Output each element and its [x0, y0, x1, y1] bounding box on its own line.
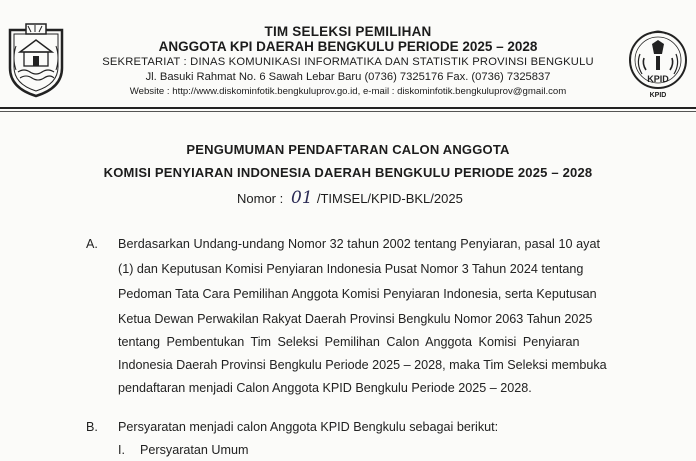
section-b-sub-marker: I.	[118, 443, 125, 457]
kpid-logo-label: KPID	[647, 74, 669, 84]
kpid-logo-bottom-label: KPID	[649, 92, 667, 99]
letterhead-line-2: ANGGOTA KPI DAERAH BENGKULU PERIODE 2025 – 2028	[158, 39, 538, 54]
section-b-text: Persyaratan menjadi calon Anggota KPID Bengkulu sebagai berikut:	[118, 420, 499, 434]
section-b-sub-text: Persyaratan Umum	[140, 443, 249, 457]
nomor-suffix: /TIMSEL/KPID-BKL/2025	[316, 191, 463, 206]
letterhead-line-4: Jl. Basuki Rahmat No. 6 Sawah Lebar Baru (0736) 7325176 Fax. (0736) 7325837	[145, 71, 551, 83]
bengkulu-emblem-icon	[4, 22, 68, 98]
title-line-1: PENGUMUMAN PENDAFTARAN CALON ANGGOTA	[186, 142, 510, 157]
section-a-line-1: Berdasarkan Undang-undang Nomor 32 tahun 2002 tentang Penyiaran, pasal 10 ayat	[118, 237, 601, 251]
kpid-logo-icon	[626, 20, 690, 100]
letterhead-line-5: Website : http://www.diskominfotik.bengkuluprov.go.id, e-mail : diskominfotik.bengkuluprov@gmail.com	[129, 86, 567, 97]
section-a-line-5: tentang Pembentukan Tim Seleksi Pemilihan Calon Anggota Komisi Penyiaran	[118, 335, 580, 349]
section-a-line-3: Pedoman Tata Cara Pemilihan Anggota Komisi Penyiaran Indonesia, serta Keputusan	[118, 287, 597, 301]
nomor-label: Nomor :	[237, 191, 284, 206]
letterhead-line-3: SEKRETARIAT : DINAS KOMUNIKASI INFORMATIKA DAN STATISTIK PROVINSI BENGKULU	[102, 56, 594, 68]
section-a-line-2: (1) dan Keputusan Komisi Penyiaran Indonesia Pusat Nomor 3 Tahun 2024 tentang	[118, 262, 584, 276]
letterhead-rule-thin	[0, 111, 696, 112]
section-a-line-4: Ketua Dewan Perwakilan Rakyat Daerah Provinsi Bengkulu Nomor 2063 Tahun 2025	[118, 312, 593, 326]
section-a-marker: A.	[86, 237, 98, 251]
document-number	[237, 188, 463, 208]
title-line-2: KOMISI PENYIARAN INDONESIA DAERAH BENGKULU PERIODE 2025 – 2028	[103, 165, 593, 180]
letterhead-line-1: TIM SELEKSI PEMILIHAN	[264, 24, 432, 39]
letterhead-rule-thick	[0, 107, 696, 109]
section-b-marker: B.	[86, 420, 98, 434]
section-a-line-7: pendaftaran menjadi Calon Anggota KPID Bengkulu Periode 2025 – 2028.	[118, 381, 532, 395]
nomor-handwritten-number: 01	[291, 188, 313, 208]
section-a-line-6: Indonesia Daerah Provinsi Bengkulu Periode 2025 – 2028, maka Tim Seleksi membuka	[118, 358, 607, 372]
